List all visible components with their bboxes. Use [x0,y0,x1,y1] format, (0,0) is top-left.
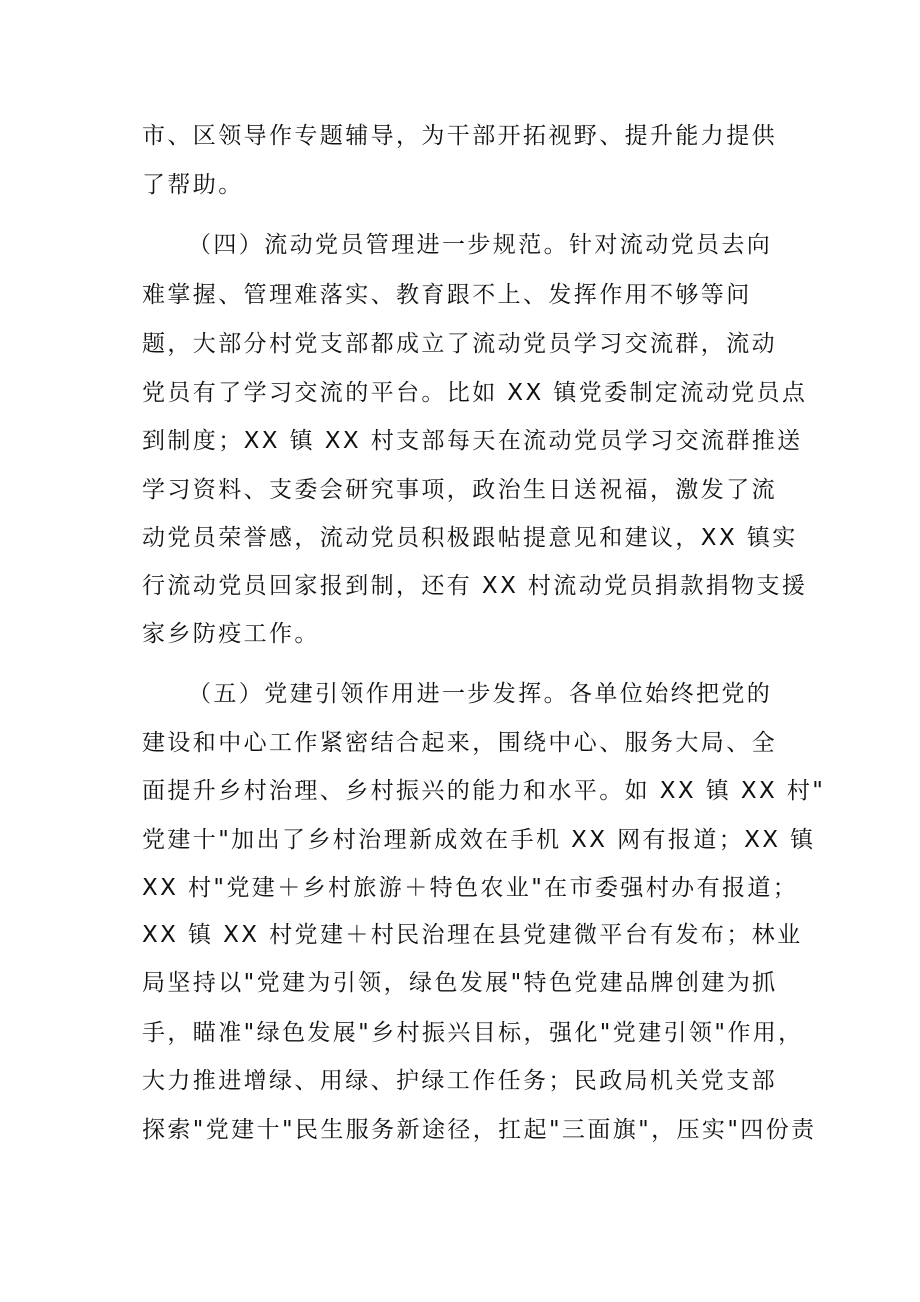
text-line-21: 探索"党建十"民生服务新途径，扛起"三面旗"，压实"四份责 [142,1117,817,1143]
text-line-9: 动党员荣誉感，流动党员积极跟帖提意见和建议，XX 镇实 [142,525,798,551]
text-line-13: 建设和中心工作紧密结合起来，围绕中心、服务大局、全 [142,730,777,756]
text-line-14: 面提升乡村治理、乡村振兴的能力和水平。如 XX 镇 XX 村" [142,778,826,804]
text-line-19: 手，瞄准"绿色发展"乡村振兴目标，强化"党建引领"作用， [142,1020,804,1046]
text-line-10: 行流动党员回家报到制，还有 XX 村流动党员捐款捐物支援 [142,573,808,599]
text-line-15: 党建十"加出了乡村治理新成效在手机 XX 网有报道；XX 镇 [142,827,816,853]
text-line-7: 到制度；XX 镇 XX 村支部每天在流动党员学习交流群推送 [142,428,803,454]
text-line-12: （五）党建引领作用进一步发挥。各单位始终把党的 [188,681,773,707]
text-line-8: 学习资料、支委会研究事项，政治生日送祝福，激发了流 [142,477,777,503]
text-line-17: XX 镇 XX 村党建＋村民治理在县党建微平台有发布；林业 [142,922,803,948]
text-line-16: XX 村"党建＋乡村旅游＋特色农业"在市委强村办有报道； [142,875,799,901]
text-line-6: 党员有了学习交流的平台。比如 XX 镇党委制定流动党员点 [142,380,808,406]
text-line-1: 市、区领导作专题辅导，为干部开拓视野、提升能力提供 [142,123,777,149]
text-line-2: 了帮助。 [142,172,244,198]
text-line-20: 大力推进增绿、用绿、护绿工作任务；民政局机关党支部 [142,1068,777,1094]
text-line-3: （四）流动党员管理进一步规范。针对流动党员去向 [188,232,773,258]
text-line-18: 局坚持以"党建为引领，绿色发展"特色党建品牌创建为抓 [142,970,778,996]
text-line-4: 难掌握、管理难落实、教育跟不上、发挥作用不够等问 [142,282,752,308]
text-line-11: 家乡防疫工作。 [142,621,320,647]
text-line-5: 题，大部分村党支部都成立了流动党员学习交流群，流动 [142,331,777,357]
